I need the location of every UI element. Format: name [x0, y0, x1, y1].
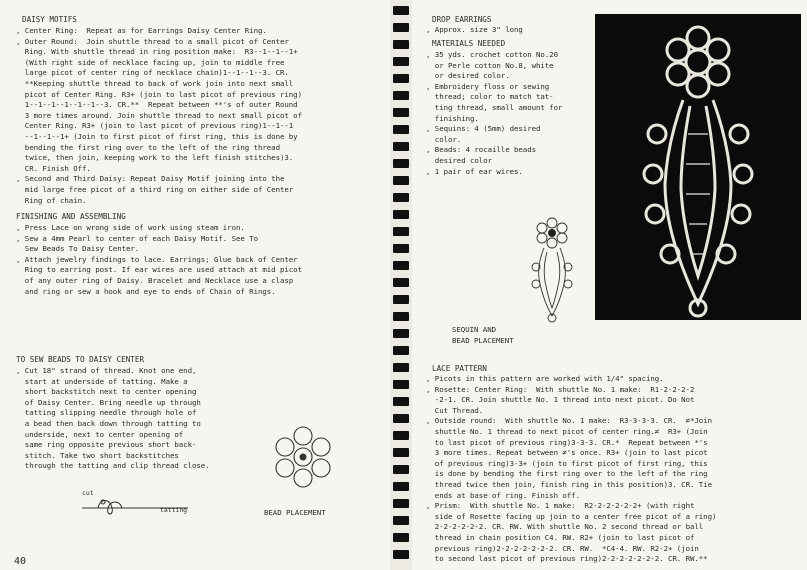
- binding-ring: [393, 380, 409, 389]
- left-page: [0, 0, 390, 570]
- binding-ring: [393, 465, 409, 474]
- text-line: or Perle cotton No.8, white: [426, 60, 554, 70]
- binding-ring: [393, 244, 409, 253]
- text-line: , Cut 18" strand of thread. Knot one end,: [16, 366, 197, 375]
- text-line: ting thread, small amount for: [426, 102, 563, 112]
- text-line: Cut Thread.: [426, 405, 484, 415]
- binding-ring: [393, 193, 409, 202]
- text-line: to last picot of previous ring)3-3-3. CR.* Repeat between *'s: [426, 437, 708, 447]
- text-line: 1--1--1--1--1--1--3. CR.** Repeat between **'s of outer Round: [16, 100, 298, 110]
- text-line: finishing.: [426, 113, 479, 123]
- text-line: , Beads: 4 rocaille beads: [426, 145, 536, 155]
- text-line: (With right side of necklace facing up, join to middle free: [16, 57, 285, 67]
- binding-ring: [393, 108, 409, 117]
- lace-earring-photo: [595, 14, 801, 320]
- text-line: -2-1. CR. Join shuttle No. 1 thread into next picot. Do Not: [426, 395, 695, 405]
- text-line: CR. Finish Off.: [16, 163, 91, 173]
- text-line: , Picots in this pattern are worked with 1/4" spacing.: [426, 374, 664, 383]
- text-line: to second last picot of previous ring)2-2-2-2-2-2-2. CR. RW.**: [426, 554, 708, 564]
- binding-ring: [393, 261, 409, 270]
- text-line: Center Ring. R3+ (join to last picot of previous ring)1--1--1: [16, 121, 294, 131]
- text-line: and ring or sew a hook and eye to ends of Chain of Rings.: [16, 286, 276, 296]
- binding-ring: [393, 397, 409, 406]
- binding-ring: [393, 210, 409, 219]
- binding-ring: [393, 91, 409, 100]
- text-line: desired color: [426, 155, 492, 165]
- text-line: start at underside of tatting. Make a: [16, 376, 188, 386]
- text-line: 3 more times around. Join shuttle thread to next small picot of: [16, 110, 302, 120]
- text-line: bending the first ring over to the left of the ring thread: [16, 142, 280, 152]
- text-line: 3 more times. Repeat between ≠'s once. R3+ (join to last picot: [426, 448, 708, 458]
- text-line: of Daisy Center. Bring needle up through: [16, 397, 201, 407]
- text-line: Sew Beads To Daisy Center.: [16, 244, 140, 254]
- text-line: , Embroidery floss or sewing: [426, 81, 550, 91]
- lace-earring-image: [595, 14, 801, 320]
- binding-ring: [393, 516, 409, 525]
- text-line: Ring to earring post. If ear wires are used attach at mid picot: [16, 265, 302, 275]
- text-line: is done by bending the first ring over to the left of the ring: [426, 469, 708, 479]
- binding-ring: [393, 533, 409, 542]
- binding-ring: [393, 550, 409, 559]
- text-line: , Press Lace on wrong side of work using steam iron.: [16, 223, 245, 232]
- binding-ring: [393, 414, 409, 423]
- text-line: thread twice then join, finish ring in this position)3. CR. Tie: [426, 479, 712, 489]
- text-line: of previous ring)3-3+ (join to first picot of first ring, this: [426, 458, 708, 468]
- finishing-heading: FINISHING AND ASSEMBLING: [16, 212, 126, 221]
- binding-ring: [393, 57, 409, 66]
- text-line: , Outside round: With shuttle No. 1 make: R3-3-3-3. CR. ≠*Join: [426, 416, 712, 426]
- binding-ring: [393, 142, 409, 151]
- text-line: --1--1--1+ (Join to first picot of first ring, this is done by: [16, 131, 298, 141]
- text-line: , Second and Third Daisy: Repeat Daisy Motif joining into the: [16, 174, 285, 184]
- text-line: underside, next to center opening of: [16, 429, 184, 439]
- beads-body: [16, 366, 210, 472]
- binding-ring: [393, 346, 409, 355]
- tatting-label: tatting: [160, 506, 188, 514]
- binding-ring: [393, 74, 409, 83]
- text-line: through the tatting and clip thread close.: [16, 461, 210, 471]
- text-line: color.: [426, 134, 462, 144]
- binding-ring: [393, 40, 409, 49]
- drop-earrings-heading: DROP EARRINGS: [432, 15, 492, 24]
- binding-ring: [393, 278, 409, 287]
- text-line: tatting slipping needle through hole of: [16, 408, 197, 418]
- beads-heading: TO SEW BEADS TO DAISY CENTER: [16, 355, 145, 364]
- text-line: , Outer Round: Join shuttle thread to a small picot of Center: [16, 36, 289, 46]
- binding-ring: [393, 159, 409, 168]
- text-line: , Sew a 4mm Pearl to center of each Daisy Motif. See To: [16, 233, 258, 243]
- text-line: a bead then back down through tatting to: [16, 418, 201, 428]
- text-line: thread; color to match tat-: [426, 92, 554, 102]
- text-line: short backstitch next to center opening: [16, 387, 197, 397]
- text-line: stitch. Take two short backstitches: [16, 450, 179, 460]
- text-line: , Sequins: 4 (5mm) desired: [426, 124, 541, 134]
- text-line: same ring opposite previous short back-: [16, 440, 197, 450]
- binding-ring: [393, 482, 409, 491]
- text-line: mid large free picot of a third ring on either side of Center: [16, 184, 294, 194]
- materials-body: [426, 50, 562, 177]
- text-line: , 1 pair of ear wires.: [426, 166, 523, 176]
- text-line: twice, then join, keeping work to the left finish stitches)3.: [16, 153, 294, 163]
- daisy-motifs-body: [16, 26, 302, 206]
- text-line: Ring. With shuttle thread in ring position make: R3--1--1--1+: [16, 47, 298, 57]
- text-line: **Keeping shuttle thread to back of work join into next small: [16, 78, 294, 88]
- materials-heading: MATERIALS NEEDED: [432, 39, 506, 48]
- binding-ring: [393, 125, 409, 134]
- lace-pattern-body: [426, 374, 716, 565]
- bead-placement-caption: BEAD PLACEMENT: [264, 508, 326, 517]
- sequin-diagram: [522, 212, 582, 324]
- binding-ring: [393, 295, 409, 304]
- text-line: , Attach jewelry findings to lace. Earrings; Glue back of Center: [16, 254, 298, 264]
- text-line: or desired color.: [426, 71, 510, 81]
- page-number: 40: [14, 556, 27, 567]
- binding-ring: [393, 329, 409, 338]
- caption-line-2: BEAD PLACEMENT: [452, 336, 514, 345]
- lace-pattern-heading: LACE PATTERN: [432, 364, 487, 373]
- binding-ring: [393, 176, 409, 185]
- size-line: , Approx. size 3" long: [426, 25, 523, 34]
- text-line: , Prism: With shuttle No. 1 make: R2-2-2-2-2-2+ (with right: [426, 501, 695, 511]
- text-line: picot of Center Ring. R3+ (join to last picot of previous ring): [16, 89, 302, 99]
- spiral-binding: [390, 0, 412, 570]
- binding-ring: [393, 6, 409, 15]
- binding-ring: [393, 499, 409, 508]
- text-line: 2-2-2-2-2-2. CR. RW. With shuttle No. 2 second thread or ball: [426, 522, 704, 532]
- text-line: , 35 yds. crochet cotton No.20: [426, 50, 558, 59]
- right-page: [412, 0, 807, 570]
- cut-label: cut: [82, 489, 94, 497]
- binding-ring: [393, 227, 409, 236]
- text-line: ends at base of ring. Finish off.: [426, 490, 580, 500]
- caption-line-1: SEQUIN AND: [452, 325, 496, 334]
- text-line: of any outer ring of Daisy. Bracelet and Necklace use a clasp: [16, 275, 294, 285]
- daisy-bead-diagram: [266, 420, 340, 494]
- text-line: , Rosette: Center Ring: With shuttle No. 1 make: R1-2-2-2-2: [426, 384, 695, 394]
- binding-ring: [393, 448, 409, 457]
- text-line: previous ring)2-2-2-2-2-2-2. CR. RW. *C4-4. RW. R2-2+ (join: [426, 543, 699, 553]
- binding-ring: [393, 312, 409, 321]
- daisy-motifs-heading: DAISY MOTIFS: [22, 15, 77, 24]
- text-line: , Center Ring: Repeat as for Earrings Daisy Center Ring.: [16, 26, 267, 35]
- binding-ring: [393, 431, 409, 440]
- text-line: shuttle No. 1 thread to next picot of center ring.≠ R3+ (Join: [426, 426, 708, 436]
- binding-ring: [393, 23, 409, 32]
- text-line: Ring of chain.: [16, 195, 87, 205]
- text-line: thread in chain position C4. RW. R2+ (join to last picot of: [426, 532, 695, 542]
- text-line: side of Rosette facing up join to a center free picot of a ring): [426, 511, 717, 521]
- text-line: large picot of center ring of necklace chain)1--1--1--3. CR.: [16, 68, 289, 78]
- binding-ring: [393, 363, 409, 372]
- finishing-body: [16, 223, 302, 297]
